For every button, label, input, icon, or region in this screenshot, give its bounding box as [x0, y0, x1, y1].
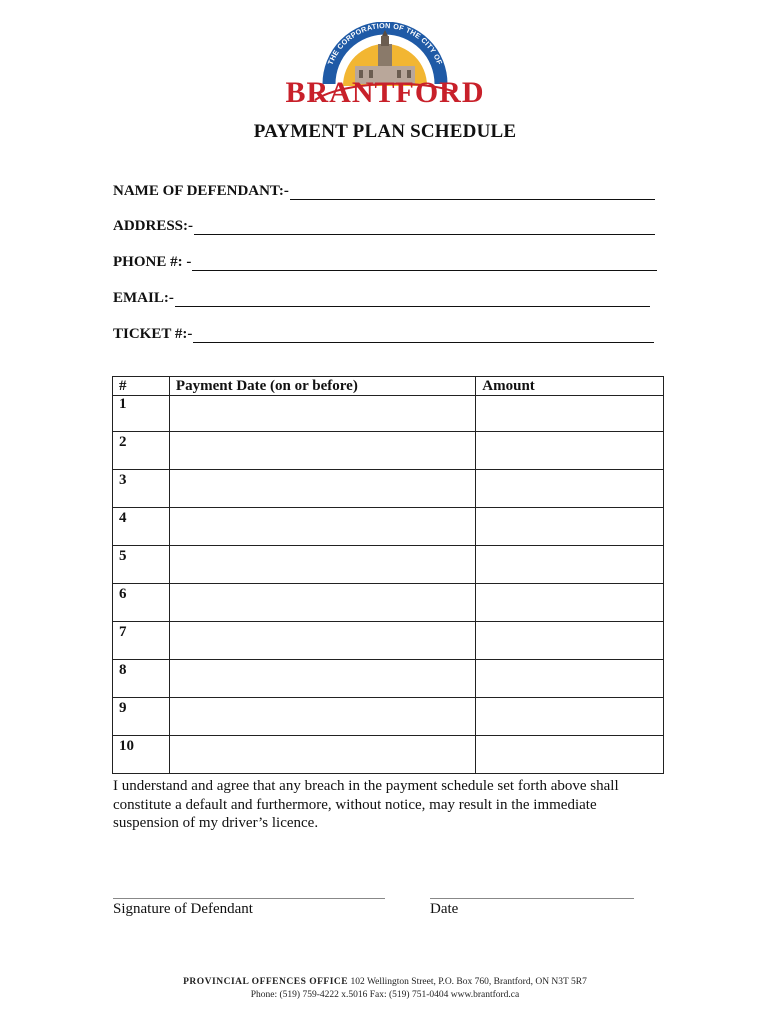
table-row: [113, 660, 664, 698]
footer-contact: Phone: (519) 759-4222 x.5016 Fax: (519) 751-0404 www.brantford.ca: [250, 990, 520, 1000]
table-row: [113, 584, 664, 622]
table-header-row: [113, 377, 664, 396]
brantford-logo: [285, 22, 485, 108]
table-row: [113, 432, 664, 470]
footer-office-name: PROVINCIAL OFFENCES OFFICE: [183, 977, 349, 987]
address-field[interactable]: [113, 215, 655, 235]
email-field[interactable]: [113, 287, 650, 307]
table-row: [113, 622, 664, 660]
date-label: Date: [430, 901, 459, 917]
email-label: EMAIL:-: [113, 290, 174, 306]
amount-cell[interactable]: [476, 698, 664, 736]
ticket-label: TICKET #:-: [113, 326, 193, 342]
defendant-signature-label: Signature of Defendant: [113, 901, 253, 917]
row-number: 6: [113, 584, 170, 622]
payment-date-cell[interactable]: [169, 470, 475, 508]
ticket-field[interactable]: [113, 323, 654, 343]
table-row: [113, 546, 664, 584]
amount-cell[interactable]: [476, 432, 664, 470]
table-row: [113, 508, 664, 546]
address-line[interactable]: [194, 220, 655, 235]
row-number: 2: [113, 432, 170, 470]
row-number: 10: [113, 736, 170, 774]
logo-wordmark: BRANTFORD: [285, 76, 485, 108]
payment-date-cell[interactable]: [169, 508, 475, 546]
payment-date-cell[interactable]: [169, 736, 475, 774]
payment-date-cell[interactable]: [169, 546, 475, 584]
table-row: [113, 396, 664, 432]
email-line[interactable]: [175, 292, 650, 307]
defendant-signature-line[interactable]: [113, 898, 385, 899]
row-number: 7: [113, 622, 170, 660]
page-title: PAYMENT PLAN SCHEDULE: [253, 121, 517, 142]
defendant-name-field[interactable]: [113, 180, 655, 200]
row-number: 3: [113, 470, 170, 508]
payment-date-cell[interactable]: [169, 396, 475, 432]
date-signature-line[interactable]: [430, 898, 634, 899]
defendant-name-line[interactable]: [290, 185, 655, 200]
amount-cell[interactable]: [476, 584, 664, 622]
table-row: [113, 470, 664, 508]
amount-cell[interactable]: [476, 508, 664, 546]
header-amount: Amount: [476, 377, 664, 396]
footer-address-line: [0, 976, 770, 989]
ticket-line[interactable]: [193, 328, 654, 343]
logo-arc-text: THE CORPORATION OF THE CITY OF: [325, 22, 445, 67]
amount-cell[interactable]: [476, 622, 664, 660]
amount-cell[interactable]: [476, 736, 664, 774]
row-number: 5: [113, 546, 170, 584]
header-number: #: [113, 377, 170, 396]
amount-cell[interactable]: [476, 660, 664, 698]
payment-date-cell[interactable]: [169, 698, 475, 736]
row-number: 1: [113, 396, 170, 432]
amount-cell[interactable]: [476, 470, 664, 508]
footer: [0, 976, 770, 1002]
payment-schedule-table: [112, 376, 664, 774]
payment-date-cell[interactable]: [169, 432, 475, 470]
agreement-text: I understand and agree that any breach in the payment schedule set forth above shall constitute a default and furthermore, without notice, may result in the immediate suspension of my driver’s licence.: [113, 778, 619, 831]
payment-date-cell[interactable]: [169, 660, 475, 698]
row-number: 8: [113, 660, 170, 698]
amount-cell[interactable]: [476, 396, 664, 432]
payment-date-cell[interactable]: [169, 584, 475, 622]
row-number: 9: [113, 698, 170, 736]
header-payment-date: Payment Date (on or before): [169, 377, 475, 396]
phone-label: PHONE #: -: [113, 254, 192, 270]
amount-cell[interactable]: [476, 546, 664, 584]
defendant-name-label: NAME OF DEFENDANT:-: [113, 183, 289, 199]
address-label: ADDRESS:-: [113, 218, 194, 234]
phone-field[interactable]: [113, 251, 657, 271]
phone-line[interactable]: [192, 256, 657, 271]
table-row: [113, 698, 664, 736]
table-row: [113, 736, 664, 774]
payment-date-cell[interactable]: [169, 622, 475, 660]
row-number: 4: [113, 508, 170, 546]
footer-address: 102 Wellington Street, P.O. Box 760, Brantford, ON N3T 5R7: [350, 977, 587, 987]
